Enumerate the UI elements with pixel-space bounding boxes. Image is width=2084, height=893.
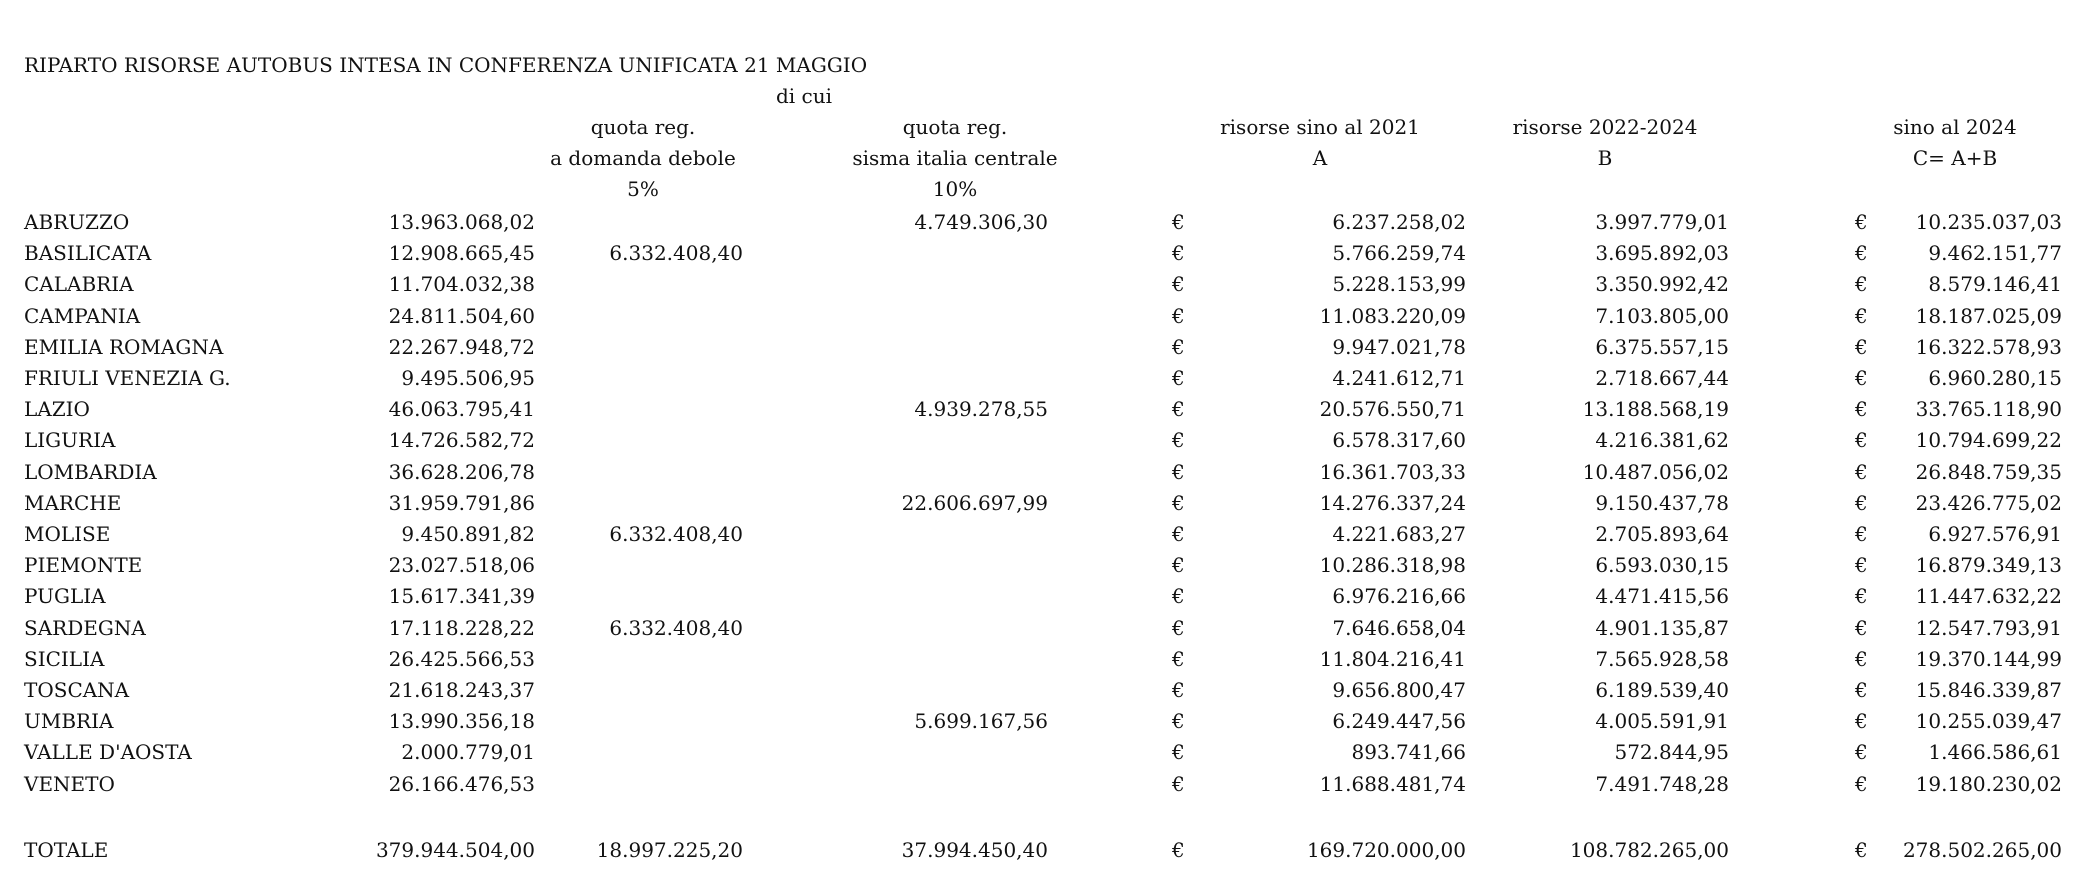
euro-sign: € [1855,366,1868,390]
header-risorse-2022-2: B [1597,146,1613,170]
region-name: BASILICATA [24,241,152,266]
cell-total: 23.027.518,06 [388,553,535,578]
cell-risorse-a: 6.249.447,56 [1332,709,1466,734]
euro-sign: € [1172,615,1185,640]
header-sino-2024-2: C= A+B [1912,146,1998,170]
cell-total: 26.166.476,53 [388,771,535,796]
table-row [0,397,2084,428]
cell-quota-debole: 6.332.408,40 [609,241,743,266]
cell-risorse-c: 15.846.339,87 [1915,678,2062,702]
cell-quota-sisma: 4.749.306,30 [914,210,1048,234]
cell-risorse-b: 6.189.539,40 [1595,678,1729,702]
euro-sign: € [1172,646,1185,671]
cell-risorse-a: 4.221.683,27 [1332,522,1466,546]
cell-risorse-b: 4.471.415,56 [1595,584,1729,609]
table-row [0,584,2084,615]
cell-total: 13.963.068,02 [388,210,535,234]
header-quota-debole-1: quota reg. [590,115,696,139]
cell-risorse-c: 16.322.578,93 [1915,334,2062,359]
euro-sign: € [1855,303,1868,328]
cell-risorse-a: 16.361.703,33 [1319,459,1466,484]
header-quota-debole-3: 5% [627,177,659,201]
totals-label: TOTALE [24,838,109,862]
region-name: VENETO [24,771,115,796]
cell-quota-sisma: 22.606.697,99 [901,490,1048,515]
region-name: VALLE D'AOSTA [24,740,192,765]
euro-sign: € [1172,522,1185,546]
euro-sign: € [1855,210,1868,234]
cell-total: 9.495.506,95 [401,366,535,390]
header-risorse-2022-1: risorse 2022-2024 [1512,115,1698,139]
header-quota-sisma-3: 10% [932,177,978,201]
cell-total: 12.908.665,45 [388,241,535,266]
region-name: UMBRIA [24,709,114,734]
euro-sign: € [1172,397,1185,422]
euro-sign: € [1172,366,1185,390]
euro-sign: € [1855,241,1868,266]
table-row [0,522,2084,553]
cell-risorse-b: 7.565.928,58 [1595,646,1729,671]
region-name: ABRUZZO [24,210,130,234]
euro-sign: € [1855,522,1868,546]
cell-risorse-c: 19.370.144,99 [1915,646,2062,671]
cell-quota-debole: 6.332.408,40 [609,522,743,546]
cell-risorse-a: 6.976.216,66 [1332,584,1466,609]
region-name: CALABRIA [24,272,134,297]
table-row [0,709,2084,740]
euro-sign: € [1855,428,1868,453]
table-row [0,678,2084,709]
table-row [0,428,2084,459]
region-name: CAMPANIA [24,303,141,328]
region-name: SARDEGNA [24,615,146,640]
totals-a: 169.720.000,00 [1306,838,1466,862]
cell-risorse-a: 11.804.216,41 [1319,646,1466,671]
euro-sign: € [1855,678,1868,702]
euro-sign: € [1172,490,1185,515]
cell-risorse-a: 9.947.021,78 [1332,334,1466,359]
cell-risorse-b: 2.705.893,64 [1595,522,1729,546]
cell-total: 11.704.032,38 [388,272,535,297]
cell-risorse-a: 893.741,66 [1351,740,1466,765]
cell-total: 46.063.795,41 [388,397,535,422]
cell-risorse-c: 10.235.037,03 [1915,210,2062,234]
cell-risorse-c: 11.447.632,22 [1915,584,2062,609]
totals-b: 108.782.265,00 [1569,838,1729,862]
euro-sign: € [1855,397,1868,422]
cell-risorse-a: 14.276.337,24 [1319,490,1466,515]
cell-risorse-c: 10.794.699,22 [1915,428,2062,453]
cell-total: 2.000.779,01 [401,740,535,765]
totals-row [0,838,2084,869]
table-row [0,740,2084,771]
cell-risorse-b: 7.103.805,00 [1595,303,1729,328]
euro-sign: € [1855,646,1868,671]
cell-risorse-c: 33.765.118,90 [1915,397,2062,422]
euro-sign: € [1172,740,1185,765]
region-name: EMILIA ROMAGNA [24,334,224,359]
cell-risorse-b: 572.844,95 [1614,740,1729,765]
euro-sign: € [1855,709,1868,734]
header-risorse-2021-2: A [1312,146,1328,170]
cell-total: 26.425.566,53 [388,646,535,671]
euro-sign: € [1172,553,1185,578]
euro-sign: € [1172,678,1185,702]
euro-sign: € [1172,303,1185,328]
cell-risorse-c: 19.180.230,02 [1915,771,2062,796]
cell-total: 15.617.341,39 [388,584,535,609]
subheader-di-cui: di cui [776,84,833,108]
cell-quota-sisma: 5.699.167,56 [914,709,1048,734]
region-name: LOMBARDIA [24,459,157,484]
table-row [0,491,2084,522]
cell-risorse-b: 10.487.056,02 [1582,459,1729,484]
cell-risorse-b: 9.150.437,78 [1595,490,1729,515]
cell-risorse-c: 6.927.576,91 [1928,522,2062,546]
euro-sign: € [1172,334,1185,359]
cell-total: 21.618.243,37 [388,678,535,702]
cell-risorse-b: 13.188.568,19 [1582,397,1729,422]
euro-sign: € [1855,490,1868,515]
cell-risorse-c: 18.187.025,09 [1915,303,2062,328]
cell-risorse-a: 11.083.220,09 [1319,303,1466,328]
euro-sign: € [1855,272,1868,297]
cell-risorse-a: 20.576.550,71 [1319,397,1466,422]
table-row [0,647,2084,678]
cell-quota-debole: 6.332.408,40 [609,615,743,640]
region-name: FRIULI VENEZIA G. [24,366,231,390]
totals-total: 379.944.504,00 [375,838,535,862]
cell-risorse-a: 6.237.258,02 [1332,210,1466,234]
euro-sign: € [1855,771,1868,796]
cell-risorse-b: 4.216.381,62 [1595,428,1729,453]
cell-risorse-a: 7.646.658,04 [1332,615,1466,640]
cell-risorse-b: 6.593.030,15 [1595,553,1729,578]
cell-risorse-c: 9.462.151,77 [1928,241,2062,266]
cell-risorse-b: 3.350.992,42 [1595,272,1729,297]
cell-total: 24.811.504,60 [388,303,535,328]
table-row [0,241,2084,272]
cell-risorse-a: 4.241.612,71 [1332,366,1466,390]
cell-risorse-a: 9.656.800,47 [1332,678,1466,702]
cell-risorse-c: 23.426.775,02 [1915,490,2062,515]
euro-sign: € [1172,459,1185,484]
header-quota-sisma-2: sisma italia centrale [852,146,1058,170]
cell-risorse-b: 4.005.591,91 [1595,709,1729,734]
euro-sign: € [1172,241,1185,266]
table-row [0,553,2084,584]
euro-sign: € [1172,428,1185,453]
euro-sign: € [1855,740,1868,765]
cell-total: 31.959.791,86 [388,490,535,515]
cell-total: 9.450.891,82 [401,522,535,546]
table-row [0,304,2084,335]
euro-sign: € [1855,584,1868,609]
region-name: LAZIO [24,397,90,422]
euro-sign: € [1855,553,1868,578]
cell-risorse-a: 11.688.481,74 [1319,771,1466,796]
region-name: PUGLIA [24,584,106,609]
euro-sign: € [1172,210,1185,234]
table-row [0,210,2084,241]
table-title: RIPARTO RISORSE AUTOBUS INTESA IN CONFERENZA UNIFICATA 21 MAGGIO [24,53,868,77]
region-name: MARCHE [24,490,122,515]
cell-risorse-c: 6.960.280,15 [1928,366,2062,390]
cell-total: 13.990.356,18 [388,709,535,734]
region-name: SICILIA [24,646,105,671]
euro-sign: € [1172,838,1185,862]
cell-risorse-b: 4.901.135,87 [1595,615,1729,640]
euro-sign: € [1855,459,1868,484]
cell-risorse-b: 6.375.557,15 [1595,334,1729,359]
cell-risorse-c: 10.255.039,47 [1915,709,2062,734]
region-name: TOSCANA [24,678,130,702]
euro-sign: € [1855,838,1868,862]
euro-sign: € [1172,584,1185,609]
totals-sisma: 37.994.450,40 [901,838,1048,862]
cell-total: 36.628.206,78 [388,459,535,484]
cell-risorse-c: 1.466.586,61 [1928,740,2062,765]
table-row [0,616,2084,647]
table-row [0,335,2084,366]
cell-total: 17.118.228,22 [388,615,535,640]
cell-risorse-b: 7.491.748,28 [1595,771,1729,796]
cell-risorse-c: 16.879.349,13 [1915,553,2062,578]
cell-risorse-a: 10.286.318,98 [1319,553,1466,578]
header-sino-2024-1: sino al 2024 [1893,115,2017,139]
cell-quota-sisma: 4.939.278,55 [914,397,1048,422]
header-quota-debole-2: a domanda debole [550,146,736,170]
region-name: LIGURIA [24,428,116,453]
cell-risorse-c: 8.579.146,41 [1928,272,2062,297]
totals-debole: 18.997.225,20 [596,838,743,862]
cell-risorse-c: 26.848.759,35 [1915,459,2062,484]
cell-total: 22.267.948,72 [388,334,535,359]
euro-sign: € [1172,272,1185,297]
euro-sign: € [1855,334,1868,359]
region-name: MOLISE [24,522,111,546]
region-name: PIEMONTE [24,553,143,578]
cell-risorse-a: 5.766.259,74 [1332,241,1466,266]
table-row [0,272,2084,303]
cell-total: 14.726.582,72 [388,428,535,453]
cell-risorse-c: 12.547.793,91 [1915,615,2062,640]
cell-risorse-a: 6.578.317,60 [1332,428,1466,453]
cell-risorse-a: 5.228.153,99 [1332,272,1466,297]
euro-sign: € [1172,709,1185,734]
table-row [0,366,2084,397]
euro-sign: € [1172,771,1185,796]
totals-c: 278.502.265,00 [1902,838,2062,862]
header-risorse-2021-1: risorse sino al 2021 [1220,115,1420,139]
table-row [0,460,2084,491]
cell-risorse-b: 3.997.779,01 [1595,210,1729,234]
euro-sign: € [1855,615,1868,640]
header-quota-sisma-1: quota reg. [902,115,1008,139]
cell-risorse-b: 3.695.892,03 [1595,241,1729,266]
cell-risorse-b: 2.718.667,44 [1595,366,1729,390]
table-row [0,772,2084,803]
